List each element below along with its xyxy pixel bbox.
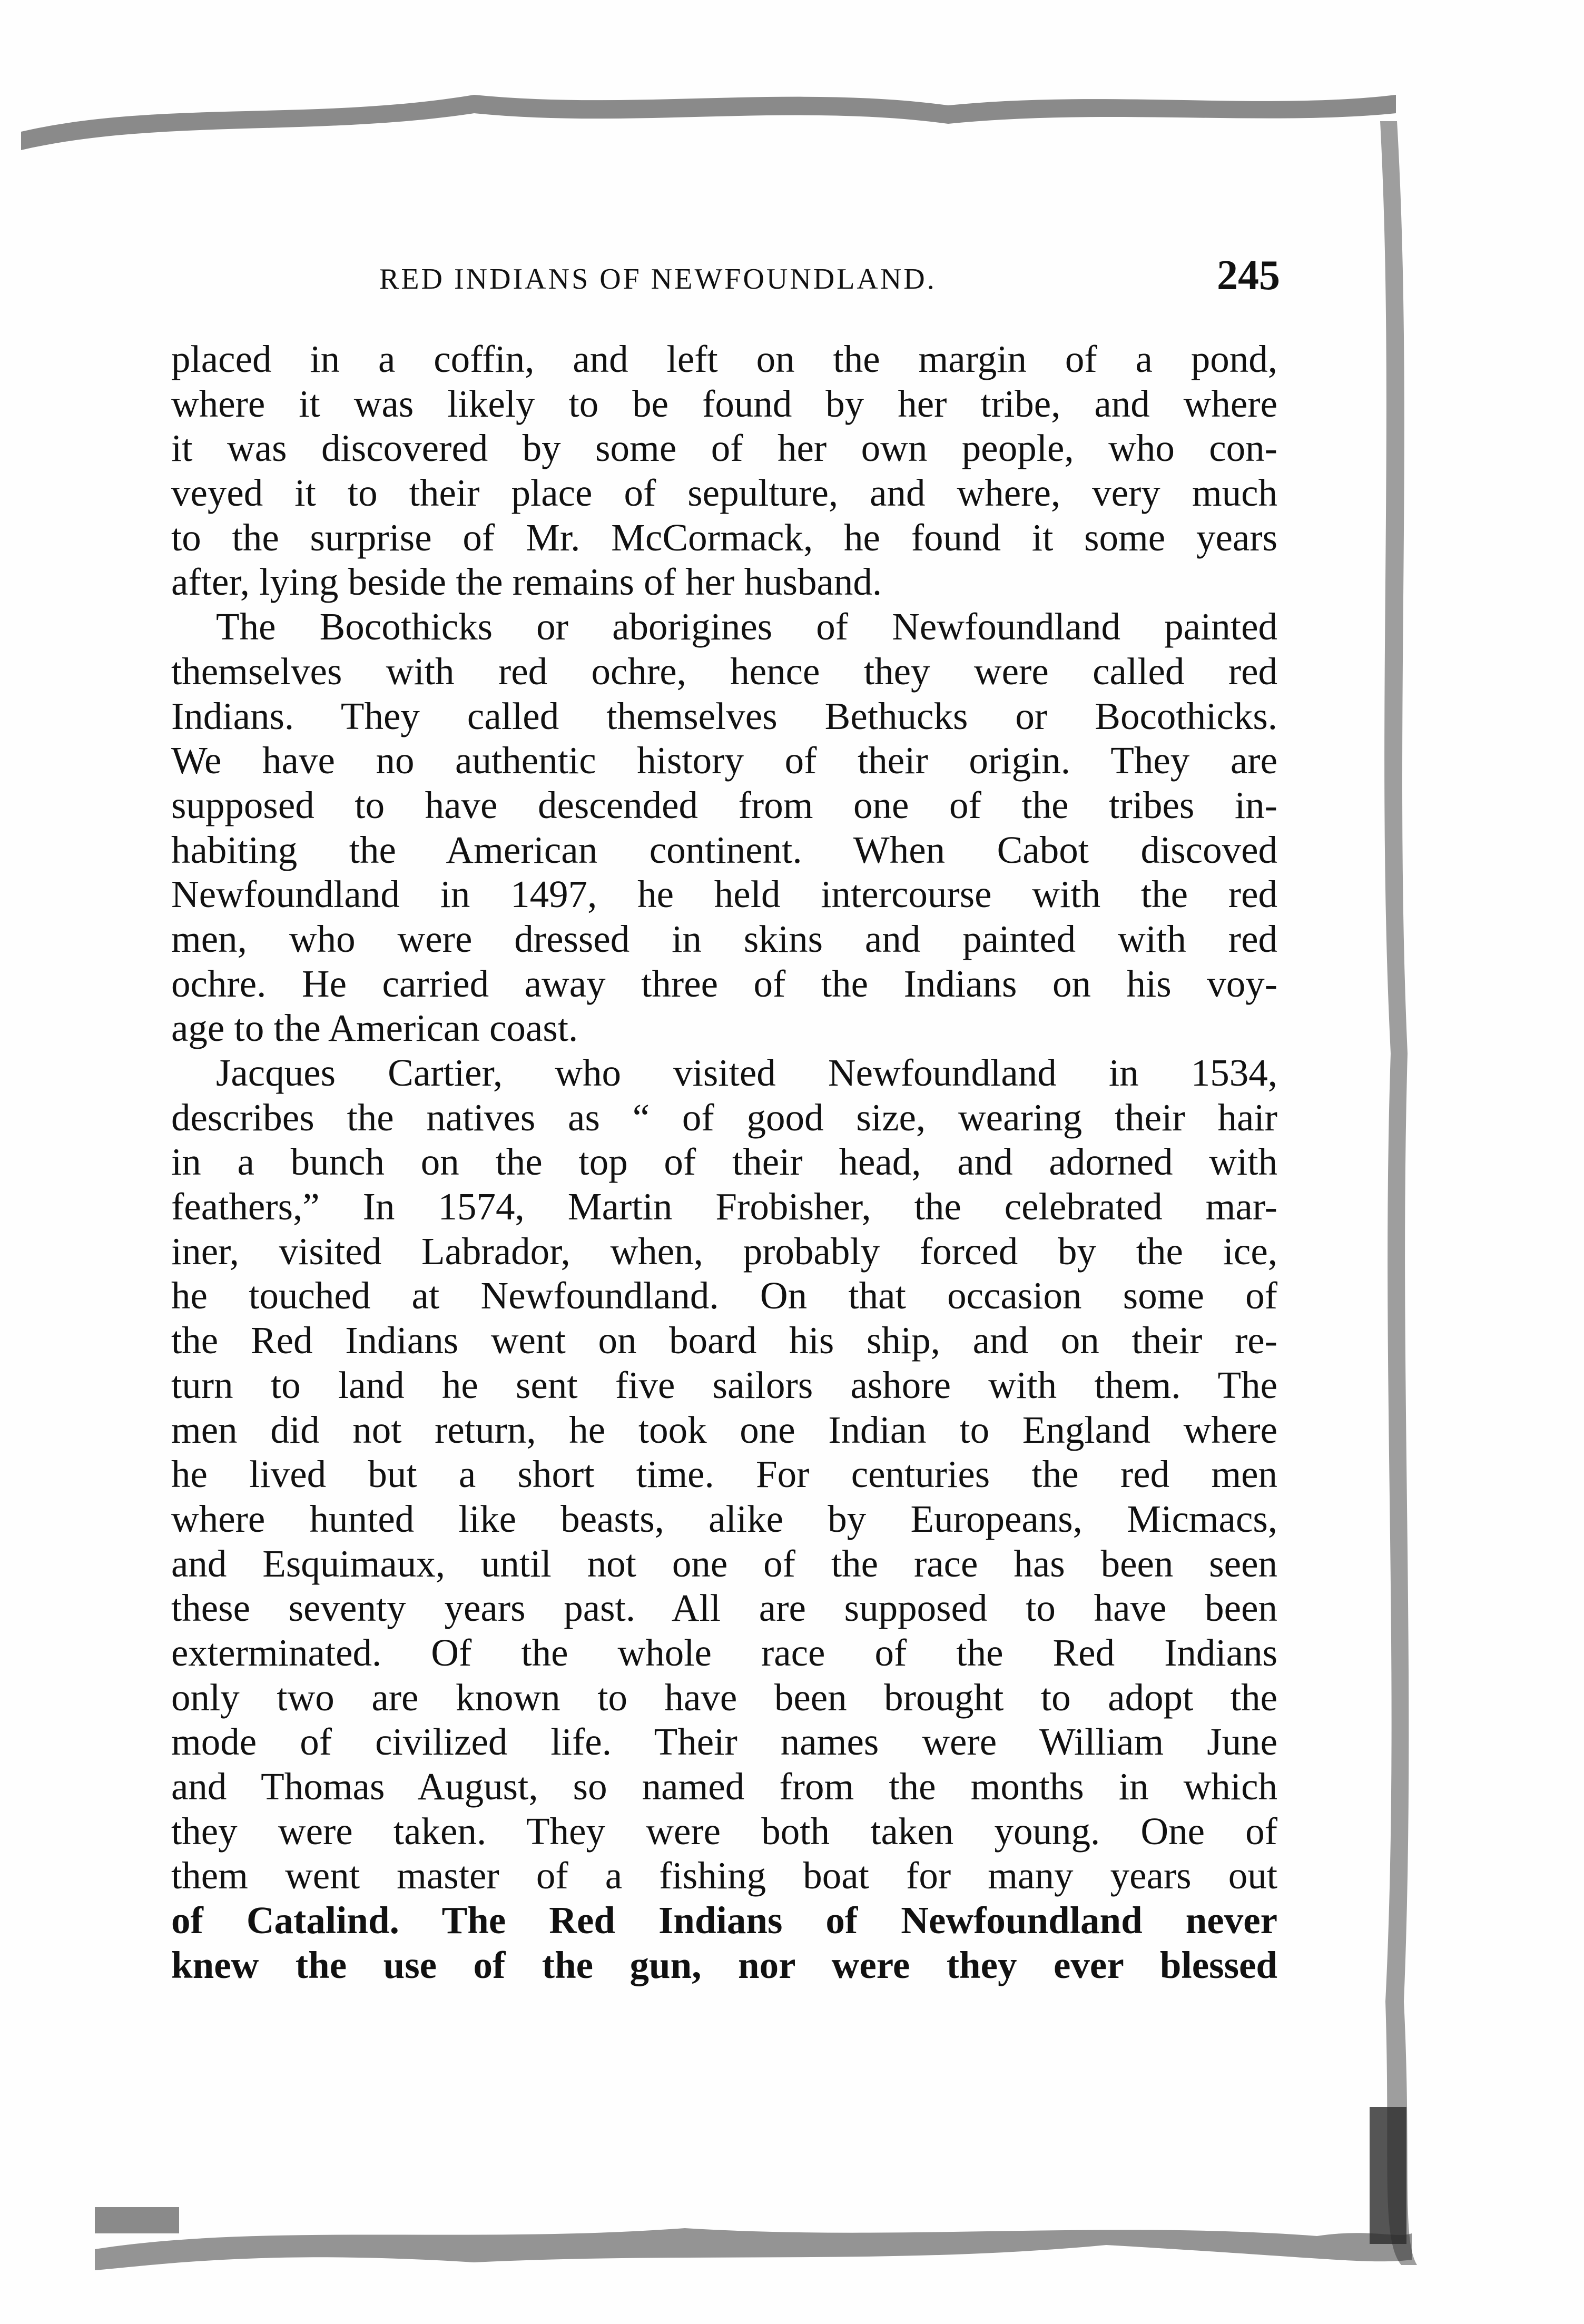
text-line: placed in a coffin, and left on the margin of a pond, [171, 338, 1277, 380]
running-head [169, 252, 1280, 310]
page-number: 245 [1217, 252, 1280, 299]
paragraph-start-line: Jacques Cartier, who visited Newfoundland in 1534, [216, 1051, 1277, 1094]
text-line: turn to land he sent five sailors ashore with them. The [171, 1363, 1277, 1406]
text-line: themselves with red ochre, hence they were called red [171, 649, 1277, 693]
text-line: the Red Indians went on board his ship, and on their re- [171, 1319, 1277, 1362]
text-line: and Thomas August, so named from the months in which [171, 1765, 1277, 1808]
text-line: he lived but a short time. For centuries the red men [171, 1453, 1277, 1496]
text-line: iner, visited Labrador, when, probably forced by the ice, [171, 1229, 1277, 1273]
text-line: he touched at Newfoundland. On that occasion some of [171, 1274, 1277, 1317]
text-line: veyed it to their place of sepulture, and where, very much [171, 471, 1277, 515]
text-line: they were taken. They were both taken young. One of [171, 1809, 1277, 1853]
text-line: mode of civilized life. Their names were William June [171, 1720, 1277, 1764]
text-line: feathers,” In 1574, Martin Frobisher, the celebrated mar- [171, 1185, 1277, 1228]
paragraph-start-line: The Bocothicks or aborigines of Newfoundland painted [216, 605, 1277, 648]
text-line: men, who were dressed in skins and painted with red [171, 917, 1277, 960]
text-line: of Catalind. The Red Indians of Newfoundland never [171, 1899, 1277, 1942]
text-line: ochre. He carried away three of the Indians on his voy- [171, 962, 1277, 1005]
text-line: Newfoundland in 1497, he held intercourse with the red [171, 873, 1277, 916]
text-line: and Esquimaux, until not one of the race has been seen [171, 1542, 1277, 1585]
text-line: habiting the American continent. When Cabot discoved [171, 828, 1277, 871]
text-line: We have no authentic history of their origin. They are [171, 739, 1277, 782]
text-line: supposed to have descended from one of the tribes in- [171, 783, 1277, 826]
text-line: these seventy years past. All are supposed to have been [171, 1587, 1277, 1630]
running-title: RED INDIANS OF NEWFOUNDLAND. [379, 263, 937, 296]
text-line: Indians. They called themselves Bethucks or Bocothicks. [171, 694, 1277, 737]
text-line: where hunted like beasts, alike by Europeans, Micmacs, [171, 1497, 1277, 1540]
text-line: where it was likely to be found by her tribe, and where [171, 382, 1277, 425]
text-line: men did not return, he took one Indian to England where [171, 1408, 1277, 1451]
text-line: exterminated. Of the whole race of the Red Indians [171, 1631, 1277, 1674]
text-line: knew the use of the gun, nor were they ever blessed [171, 1943, 1277, 1986]
text-line: in a bunch on the top of their head, and adorned with [171, 1140, 1277, 1184]
text-line: age to the American coast. [171, 1007, 578, 1050]
text-line: them went master of a fishing boat for many years out [171, 1854, 1277, 1897]
text-line: describes the natives as “ of good size, wearing their hair [171, 1096, 1277, 1139]
body-text [171, 337, 1277, 1987]
text-line: to the surprise of Mr. McCormack, he found it some years [171, 516, 1277, 559]
text-line: only two are known to have been brought to adopt the [171, 1676, 1277, 1719]
text-line: after, lying beside the remains of her husband. [171, 560, 882, 604]
text-line: it was discovered by some of her own people, who con- [171, 427, 1277, 470]
